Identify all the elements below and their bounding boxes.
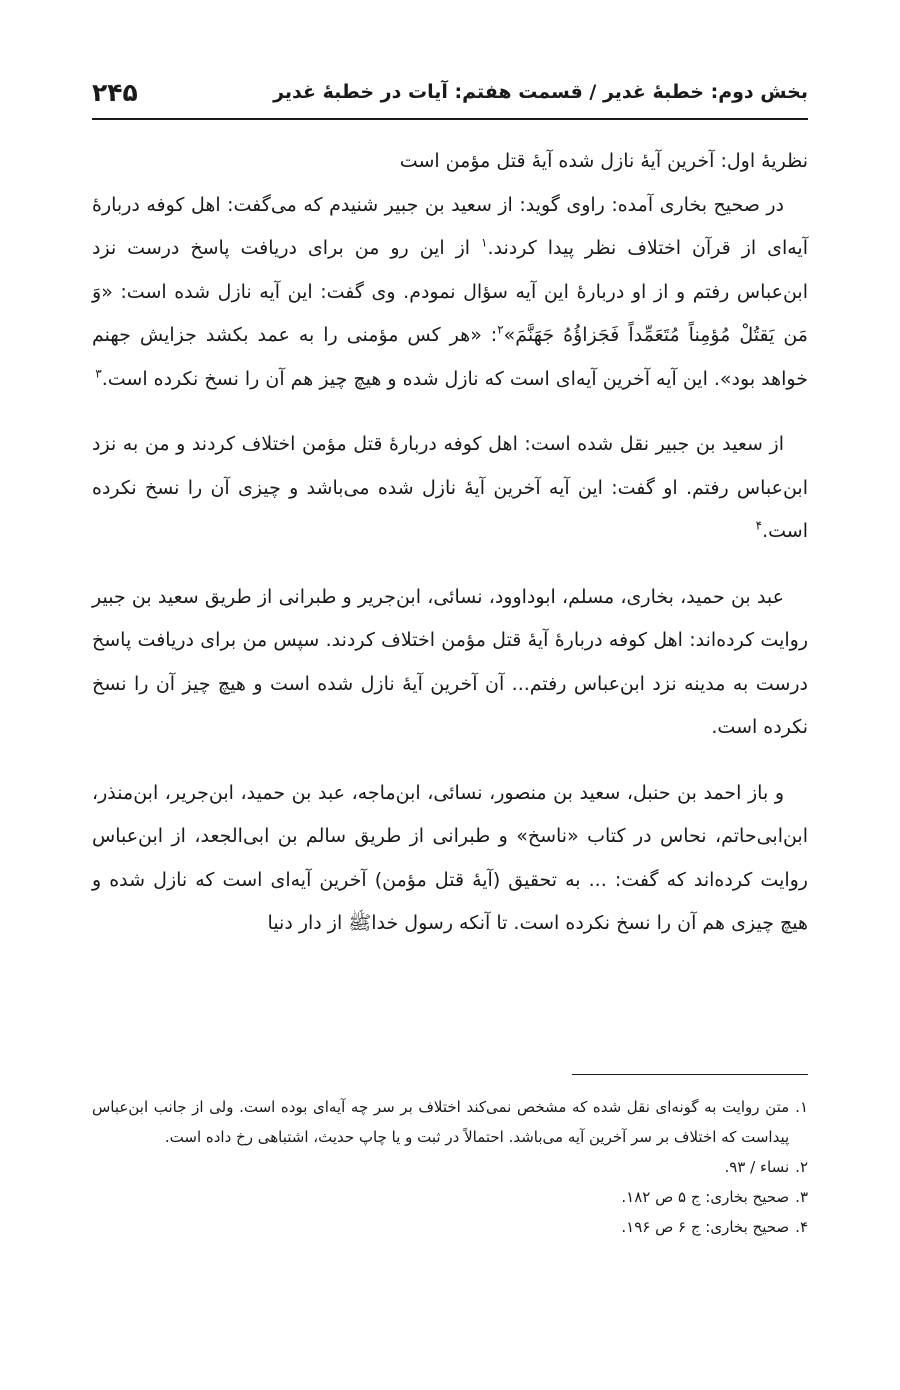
footnote-2 bbox=[92, 1152, 808, 1182]
paragraph-1 bbox=[92, 184, 808, 402]
running-title: بخش دوم: خطبهٔ غدیر / قسمت هفتم: آیات در خطبهٔ غدیر bbox=[273, 81, 808, 103]
footnote-3 bbox=[92, 1182, 808, 1212]
page-header bbox=[92, 72, 808, 112]
page-number: ۲۴۵ bbox=[92, 77, 138, 107]
footnote-ref-2: ۲ bbox=[497, 322, 504, 337]
footnote-ref-1: ۱ bbox=[481, 235, 488, 250]
footnote-divider bbox=[572, 1074, 808, 1075]
main-text bbox=[92, 140, 808, 968]
footnote-number: ۳. bbox=[795, 1188, 808, 1206]
paragraph-1-text-a: در صحیح بخاری آمده: راوی گوید: از سعید بن جبیر شنیدم که می‌گفت: اهل کوفه دربارهٔ آیه‌ای از قرآن اختلاف نظر پیدا کردند. bbox=[92, 193, 808, 259]
paragraph-2 bbox=[92, 423, 808, 554]
footnote-text: صحیح بخاری: ج ۵ ص ۱۸۲. bbox=[621, 1188, 790, 1206]
paragraph-1-text-b: از این رو من برای دریافت پاسخ درست نزد ابن‌عباس رفتم و از او دربارهٔ این آیه سؤال نمودم. وی گفت: این آیه نازل شده است: « bbox=[92, 237, 808, 303]
footnote-ref-3: ۳ bbox=[95, 366, 102, 381]
footnote-text: صحیح بخاری: ج ۶ ص ۱۹۶. bbox=[621, 1218, 790, 1236]
paragraph-1-text-d: : «هر کس مؤمنی را به عمد بکشد جزایش جهنم خواهد بود». این آیه آخرین آیه‌ای است که نازل شده و هیچ چیز هم آن را نسخ نکرده است. bbox=[92, 324, 808, 390]
paragraph-4: و باز احمد بن حنبل، سعید بن منصور، نسائی، ابن‌ماجه، عبد بن حمید، ابن‌جریر، ابن‌منذر، ابن‌ابی‌حاتم، نحاس در کتاب «ناسخ» و طبرانی از طریق سالم بن ابی‌الجعد، از ابن‌عباس روایت کرده‌اند که گفت: ... به تحقیق (آیهٔ قتل مؤمن) آخرین آیه‌ای است که نازل شده و هیچ چیزی هم آن را نسخ نکرده است. تا آنکه رسول خداﷺ از دار دنیا bbox=[92, 781, 808, 934]
paragraph-1-text-c: » bbox=[503, 324, 516, 346]
paragraph-3: عبد بن حمید، بخاری، مسلم، ابوداوود، نسائی، ابن‌جریر و طبرانی از طریق سعید بن جبیر روایت کرده‌اند: اهل کوفه دربارهٔ آیهٔ قتل مؤمن اختلاف کردند. سپس من برای دریافت پاسخ درست به مدینه نزد ابن‌عباس رفتم... آن آخرین آیهٔ نازل شده است و هیچ چیز آن را نسخ نکرده است. bbox=[92, 585, 808, 738]
header-divider bbox=[92, 118, 808, 120]
footnote-text: نساء / ۹۳. bbox=[724, 1158, 790, 1176]
footnote-number: ۴. bbox=[795, 1218, 808, 1236]
footnotes bbox=[92, 1092, 808, 1242]
footnote-1 bbox=[92, 1092, 808, 1152]
footnote-text: متن روایت به گونه‌ای نقل شده که مشخص نمی‌کند اختلاف بر سر چه آیه‌ای بوده است. ولی از جانب ابن‌عباس پیداست که اختلاف بر سر آخرین آیه می‌باشد. احتمالاً در ثبت و یا چاپ حدیث، اشتباهی رخ داده است. bbox=[92, 1098, 790, 1146]
footnote-4 bbox=[92, 1212, 808, 1242]
paragraph-2-text: از سعید بن جبیر نقل شده است: اهل کوفه دربارهٔ قتل مؤمن اختلاف کردند و من به نزد ابن‌عباس رفتم. او گفت: این آیه آخرین آیهٔ نازل شده می‌باشد و چیزی آن را نسخ نکرده است. bbox=[92, 433, 808, 542]
footnote-ref-4: ۴ bbox=[755, 518, 763, 533]
quran-verse: وَ مَن يَقتُلْ مُؤمِناً مُتَعَمِّداً فَجَزاؤُهُ جَهَنَّمَ bbox=[92, 280, 808, 346]
section-title: نظریهٔ اول: آخرین آیهٔ نازل شده آیهٔ قتل مؤمن است bbox=[399, 150, 808, 172]
footnote-number: ۱. bbox=[795, 1098, 808, 1116]
footnote-number: ۲. bbox=[795, 1158, 808, 1176]
